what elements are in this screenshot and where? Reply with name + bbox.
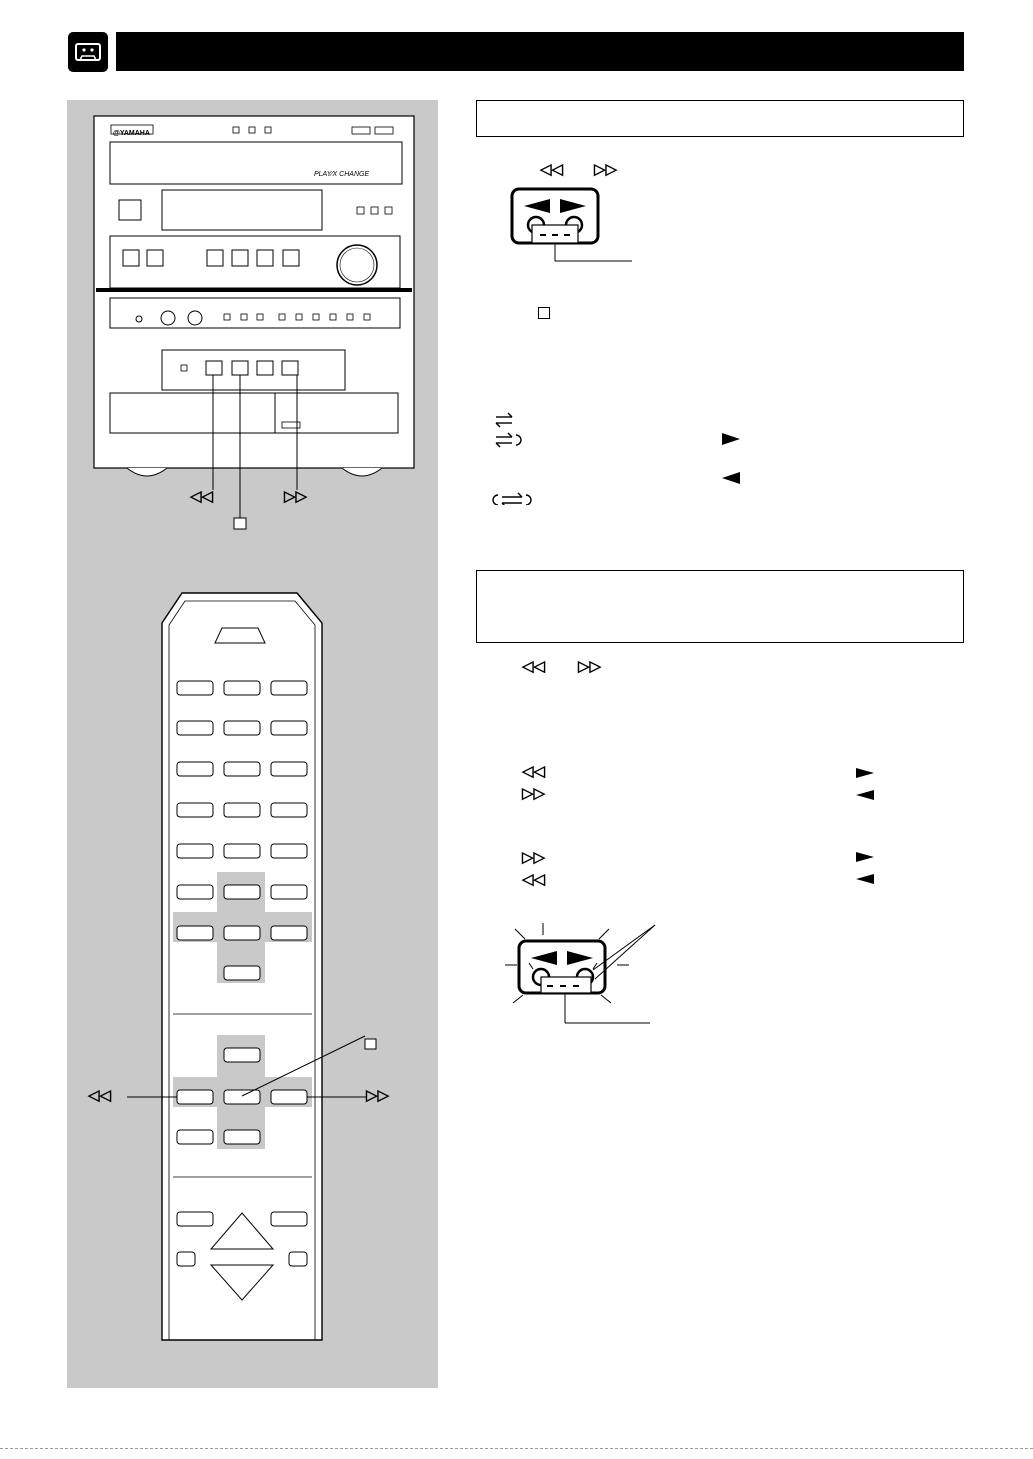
step-rew-symbol: ◁◁ (540, 161, 564, 178)
case-a-rew-symbol: ◁◁ (522, 763, 546, 780)
remote-ff-label: ▷▷ (366, 1087, 390, 1104)
footer-line (0, 1448, 1033, 1450)
case-a-ff-symbol: ▷▷ (522, 785, 546, 802)
main-unit-illustration (67, 100, 438, 570)
step2-rew-symbol: ◁◁ (522, 658, 546, 675)
rewind-label: ◁◁ (190, 488, 214, 505)
flashing-tape-indicator (495, 915, 670, 1030)
play-mode-icons (490, 405, 550, 505)
cassette-icon (68, 32, 108, 72)
fast-forward-label: ▷▷ (284, 488, 308, 505)
section-heading-box-2 (476, 570, 964, 643)
tape-direction-indicator (500, 185, 640, 270)
case-b-rew-symbol: ◁◁ (522, 871, 546, 888)
direction-arrows (718, 430, 748, 490)
step-ff-symbol: ▷▷ (594, 161, 618, 178)
section-heading-box-1 (476, 100, 964, 137)
stop-symbol (538, 307, 550, 319)
brand-logo: @YAMAHA (113, 130, 150, 137)
step2-ff-symbol: ▷▷ (578, 658, 602, 675)
cd-logo: PLAY⁄X CHANGE (314, 171, 370, 178)
case-b-ff-symbol: ▷▷ (522, 849, 546, 866)
case-direction-arrows (850, 764, 880, 889)
remote-rewind-label: ◁◁ (88, 1087, 112, 1104)
remote-control-illustration (67, 585, 438, 1385)
header-bar (116, 32, 964, 71)
